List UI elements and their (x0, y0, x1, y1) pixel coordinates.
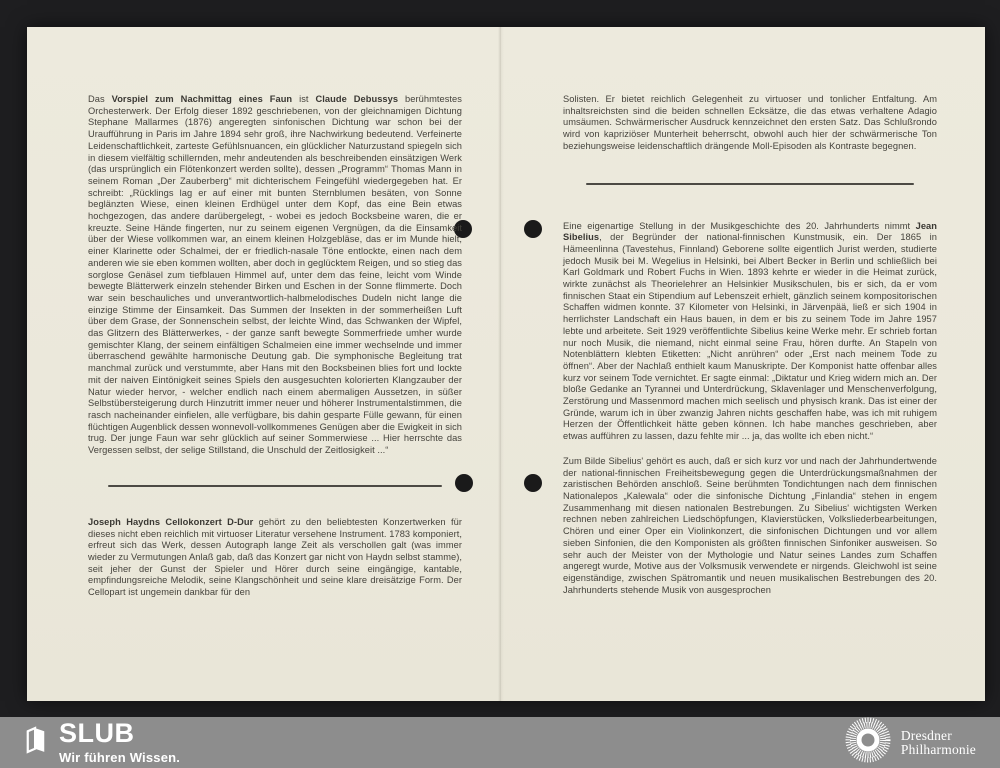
right-page-text (563, 94, 937, 596)
work-title-bold: Jean Sibelius (563, 220, 937, 243)
scanned-page-spread[interactable] (27, 27, 985, 701)
paragraph-text: , der Begründer der national-finnischen Kunstmusik, ein. Der 1865 in Hämeenlinna (Tavestehus, Finnland) Geborene sollte eigentlich Jurist werden, studierte jedoch Musik bei M. Wegelius in Helsinki, bei Albert Becker in Berlin und schließlich bei Karl Goldmark und Robert Fuchs in Wien. 1893 kehrte er wieder in die Heimat zurück, wirkte zunächst als Theorielehrer an Helsinkier Musikschulen, bis er sich, da er vom finnischen Staat ein Stipendium auf Lebenszeit erhielt, gänzlich seinem kompositorischen Schaffen widmen konnte. 37 Kilometer von Helsinki, in Järvenpää, ließ er sich 1904 in herrlichster Landschaft ein Haus bauen, in dem er bis zu seinem Tode im Jahre 1957 lebte und arbeitete. Seit 1929 veröffentlichte Sibelius keine Werke mehr. Er schrieb fortan nur noch Musik, die niemand, nicht einmal seine Frau, hören durfte. An Stapeln von Notenblättern klebten Etiketten: „Nicht anrühren“ oder „Erst nach meinem Tode zu öffnen“. Aber der Nachlaß enthielt kaum Manuskripte. Der Komponist hatte offenbar alles kurz vor seinem Tode vernichtet. Er sagte einmal: „Diktatur und Krieg widern mich an. Der bloße Gedanke an Tyrannei und Unterdrückung, Sklavenlager und Menschenverfolgung, Zerstörung und Massenmord machen mich seelisch und physisch krank. Das ist einer der Gründe, warum ich in über zwanzig Jahren nichts geschaffen habe, was ich mit ruhigem Herzen der Öffentlichkeit hätte geben können. Ich habe manches geschrieben, aber etwas aufführen zu lassen, dazu fehlte mir ... ja, das wollte ich eben nicht.“ (563, 232, 937, 442)
work-title-bold: Joseph Haydns Cellokonzert D-Dur (88, 516, 254, 527)
paragraph-text: Das (88, 94, 112, 104)
paragraph-text: gehört zu den beliebtesten Konzertwerken für dieses nicht eben reichlich mit virtuoser Literatur versehene Instrument. 1783 komponiert, erfreut sich das Werk, dessen Autograph lange Zeit als verschollen galt (was immer wieder zu Vermutungen Anlaß gab, daß das Konzert gar nicht von Haydn selbst stamme), seit jeher der Gunst der Spieler und Hörer durch seine eingängige, kantable, empfindungsreiche Melodik, seine Klangschönheit und seine klare dreisätzige Form. Der Cellopart ist ungemein dankbar für den (88, 516, 462, 598)
paragraph-text: Solisten. Er bietet reichlich Gelegenheit zu virtuoser und tonlicher Entfaltung. Am inhaltsreichsten sind die beiden schnellen Ecksätze, die das etwas verhaltene Adagio umsäumen. Schwärmerischer Ausdruck kennzeichnet den ersten Satz. Das Schlußrondo wird von kapriziöser Munterheit beherrscht, obwohl auch hier der schwärmerische Ton beziehungsweise leidenschaftlich drängende Moll-Episoden als Kontraste begegnen. (563, 94, 937, 151)
work-title-bold: Claude Debussys (315, 94, 399, 104)
page-fold (498, 27, 504, 701)
slub-tagline: Wir führen Wissen. (59, 750, 181, 765)
slub-wordmark: SLUB (59, 718, 135, 748)
paragraph-text: Eine eigenartige Stellung in der Musikgeschichte des 20. Jahrhunderts nimmt (563, 220, 916, 231)
punch-hole (524, 220, 542, 238)
document-paragraph (88, 517, 462, 599)
viewer-footer (0, 717, 1000, 768)
paragraph-text: ist (292, 94, 316, 104)
left-page-text (88, 94, 462, 599)
dresdner-philharmonie-logo[interactable] (845, 717, 976, 768)
document-paragraph (563, 221, 937, 443)
work-title-bold: Vorspiel zum Nachmittag eines Faun (111, 94, 293, 104)
slub-book-icon (25, 726, 47, 759)
philharmonie-sunburst-icon (845, 717, 891, 768)
document-paragraph (563, 94, 937, 153)
document-paragraph (563, 456, 937, 596)
paragraph-text: Zum Bilde Sibelius' gehört es auch, daß er sich kurz vor und nach der Jahrhundertwende der national-finnischen Freiheitsbewegung gegen die Unterdrückungsmaßnahmen der zaristischen Behörden anschloß. Seine berühmten Tondichtungen nach dem finnischen Nationalepos „Kalewala“ oder die sinfonische Dichtung „Finlandia“ stehen in engem Zusammenhang mit diesen nationalen Bestrebungen. Zu Sibelius' wichtigsten Werken rechnen neben zahlreichen Liedschöpfungen, Klavierstücken, Volksliederbearbeitungen, Chören und einer Oper ein Violinkonzert, die sinfonischen Dichtungen und vor allem sieben Sinfonien, die den Komponisten als größten finnischen Sinfoniker ausweisen. So sehr auch der Meister von der Mythologie und Natur seines Landes zum Schaffen angeregt wurde, Motive aus der Volksmusik verwendete er nirgends. Gleichwohl ist seine eigenständige, zwischen Spätromantik und neuen musikalischen Bestrebungen des 20. Jahrhunderts stehende Musik von ausgesprochen (563, 455, 937, 595)
section-divider-line (108, 485, 442, 487)
slub-logo[interactable] (25, 720, 180, 765)
philharmonie-wordmark-line1: Dresdner (900, 727, 952, 743)
philharmonie-wordmark-line2: Philharmonie (900, 741, 976, 757)
paragraph-text: berühmtestes Orchesterwerk. Der Erfolg dieser 1892 geschriebenen, von der gleichnamigen Dichtung Stephane Mallarmes (1876) angeregten sinfonischen Dichtung war schon bei der Uraufführung in Paris im Jahre 1894 sehr groß, ihre Nachwirkung bedeutend. Verfeinerte Leidenschaftlichkeit, zarteste Gefühlsnuancen, ein glücklicher Naturzustand spiegeln sich in diesem vielfältig schillernden, mehr andeutenden als beschreibenden einsätzigen Werk (das ursprünglich ein Flötenkonzert werden sollte), dessen „Programm“ Thomas Mann in seinem Roman „Der Zauberberg“ mit dichterischem Feingefühl wiedergegeben hat. Er schreibt: „Rücklings lag er auf einer mit bunten Sternblumen besäten, von Sonne beglänzten Wiese, einen kleinen Erdhügel unter dem Kopf, das eine Bein etwas hochgezogen, das andere darübergelegt, - wobei es jedoch Bocksbeine waren, die er kreuzte. Seine Hände fingerten, nur zu seinem eigenen Vergnügen, da die Einsamkeit über der Wiese vollkommen war, an einem kleinen Holzgebläse, das er im Munde hielt, einer Klarinette oder Schalmei, der er friedlich-nasale Töne entlockte, einen nach dem anderen wie sie eben kommen wollten, aber doch in geglücktem Reigen, und so stieg das sorglose Genäsel zum tiefblauen Himmel auf, unter dem das feine, leicht vom Winde bewegte Blätterwerk einzeln stehender Birken und Eschen in der Sonne flimmerte. Doch war sein beschauliches und unverantwortlich-halbmelodisches Dudeln nicht lange die einzige Stimme der Einsamkeit. Das Summen der Insekten in der sommerheißen Luft über dem Grase, der Sonnenschein selbst, der leichte Wind, das Schwanken der Wipfel, das Glitzern des Blätterwerkes, - der ganze sanft bewegte Sommerfriede umher wurde gemischter Klang, der seinem einfältigen Schalmeien eine immer wechselnde und immer überraschend gewählte harmonische Deutung gab. Die symphonische Begleitung trat manchmal zurück und verstummte, aber Hans mit den Bocksbeinen blies fort und lockte mit der naiven Eintönigkeit seines Spiels den ausgesuchten kolorierten Klangzauber der Natur wieder hervor, - welcher endlich nach einem abermaligen Aussetzen, in süßer Selbstübersteigerung durch Hinzutritt immer neuer und höherer Instrumentalstimmen, die rasch nacheinander einfielen, alle verfügbare, bis dahin gesparte Fülle gewann, für einen flüchtigen Augenblick dessen wonnevoll-vollkommenes Genügen aber die Ewigkeit in sich trug. Der junge Faun war sehr glücklich auf seiner Sommerwiese ... Hier herrschte das Vergessen selbst, der selige Stillstand, die Unschuld der Zeitlosigkeit ...“ (88, 94, 462, 456)
document-paragraph (88, 94, 462, 457)
section-divider-line (586, 183, 914, 185)
punch-hole (524, 474, 542, 492)
